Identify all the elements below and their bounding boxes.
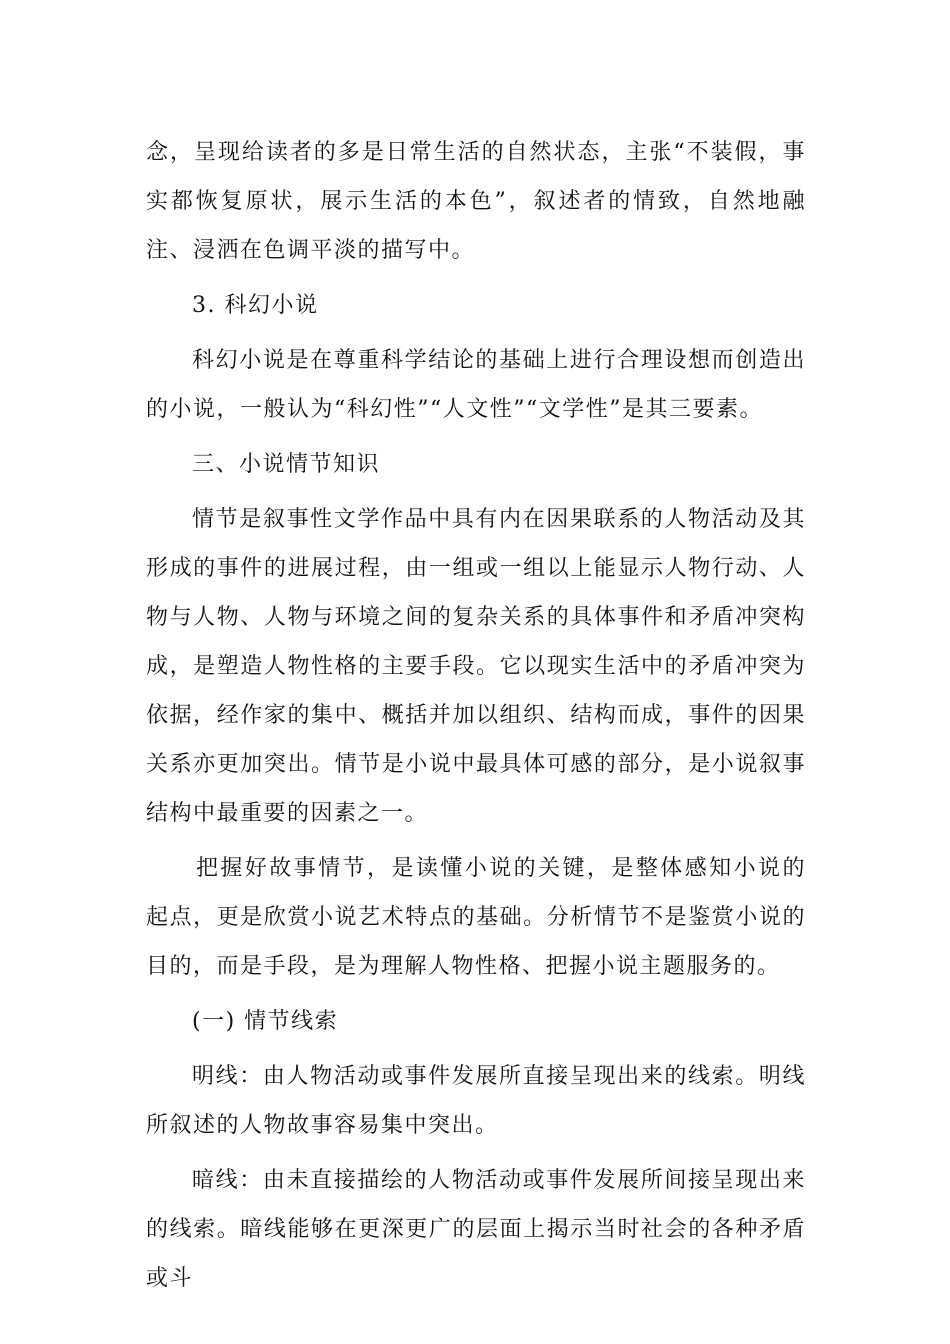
section-heading-scifi: 3. 科幻小说 bbox=[192, 293, 319, 318]
paragraph-scifi-definition: 科幻小说是在尊重科学结论的基础上进行合理设想而创造出的小说，一般认为“科幻性”“人文性”“文学性”是其三要素。 bbox=[146, 348, 806, 422]
section-heading-plot-knowledge: 三、小说情节知识 bbox=[192, 452, 381, 477]
paragraph-implicit-clue: 暗线：由未直接描绘的人物活动或事件发展所间接呈现出来的线索。暗线能够在更深更广的层面上揭示当时社会的各种矛盾或斗 bbox=[146, 1168, 806, 1291]
paragraph-plot-definition: 情节是叙事性文学作品中具有内在因果联系的人物活动及其形成的事件的进展过程，由一组或一组以上能显示人物行动、人物与人物、人物与环境之间的复杂关系的具体事件和矛盾冲突构成，是塑造人物性格的主要手段。它以现实生活中的矛盾冲突为依据，经作家的集中、概括并加以组织、结构而成，事件的因果关系亦更加突出。情节是小说中最具体可感的部分，是小说叙事结构中最重要的因素之一。 bbox=[146, 507, 806, 826]
paragraph-explicit-clue: 明线：由人物活动或事件发展所直接呈现出来的线索。明线所叙述的人物故事容易集中突出。 bbox=[146, 1064, 806, 1138]
document-page bbox=[146, 128, 806, 1309]
paragraph-plot-importance: 把握好故事情节，是读懂小说的关键，是整体感知小说的起点，更是欣赏小说艺术特点的基础。分析情节不是鉴赏小说的目的，而是手段，是为理解人物性格、把握小说主题服务的。 bbox=[146, 856, 806, 979]
section-heading-plot-clues: (一) 情节线索 bbox=[192, 1009, 339, 1034]
paragraph-continuation: 念，呈现给读者的多是日常生活的自然状态，主张“不装假，事实都恢复原状，展示生活的本色”，叙述者的情致，自然地融注、浸洒在色调平淡的描写中。 bbox=[146, 140, 806, 263]
